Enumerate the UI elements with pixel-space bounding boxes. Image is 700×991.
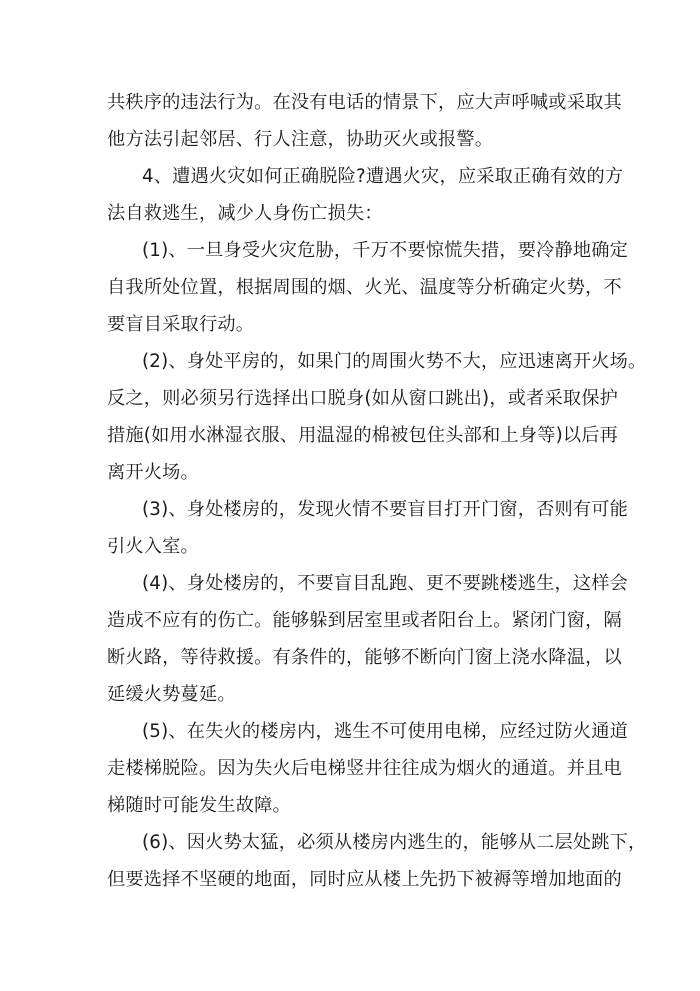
- text-line: 延缓火势蔓延。: [107, 684, 236, 705]
- text-line: 造成不应有的伤亡。能够躲到居室里或者阳台上。紧闭门窗，隔: [107, 610, 622, 631]
- text-line: 共秩序的违法行为。在没有电话的情景下，应大声呼喊或采取其: [107, 92, 622, 113]
- text-line: 他方法引起邻居、行人注意，协助灭火或报警。: [107, 129, 494, 150]
- text-line: 断火路，等待救援。有条件的，能够不断向门窗上浇水降温，以: [107, 647, 622, 668]
- text-line: 要盲目采取行动。: [107, 314, 255, 335]
- text-line: 离开火场。: [107, 462, 199, 483]
- text-line: 反之，则必须另行选择出口脱身(如从窗口跳出)，或者采取保护: [107, 388, 619, 409]
- text-line: 自我所处位置，根据周围的烟、火光、温度等分析确定火势，不: [107, 277, 622, 298]
- text-line: (1)、一旦身受火灾危胁，千万不要惊慌失措，要冷静地确定: [142, 240, 629, 261]
- text-line: 走楼梯脱险。因为失火后电梯竖井往往成为烟火的通道。并且电: [107, 758, 622, 779]
- text-line: 梯随时可能发生故障。: [107, 795, 291, 816]
- text-line: 措施(如用水淋湿衣服、用温湿的棉被包住头部和上身等)以后再: [107, 425, 619, 446]
- text-line: (6)、因火势太猛，必须从楼房内逃生的，能够从二层处跳下，: [142, 832, 647, 853]
- text-line: 法自救逃生，减少人身伤亡损失：: [107, 203, 383, 224]
- text-line: 引火入室。: [107, 536, 199, 557]
- text-line: (5)、在失火的楼房内，逃生不可使用电梯，应经过防火通道: [142, 721, 629, 742]
- text-line: 4、遭遇火灾如何正确脱险?遭遇火灾，应采取正确有效的方: [142, 166, 624, 187]
- text-line: (3)、身处楼房的，发现火情不要盲目打开门窗，否则有可能: [142, 499, 629, 520]
- text-line: (4)、身处楼房的，不要盲目乱跑、更不要跳楼逃生，这样会: [142, 573, 629, 594]
- text-line: (2)、身处平房的，如果门的周围火势不大，应迅速离开火场。: [142, 351, 647, 372]
- text-line: 但要选择不坚硬的地面，同时应从楼上先扔下被褥等增加地面的: [107, 869, 622, 890]
